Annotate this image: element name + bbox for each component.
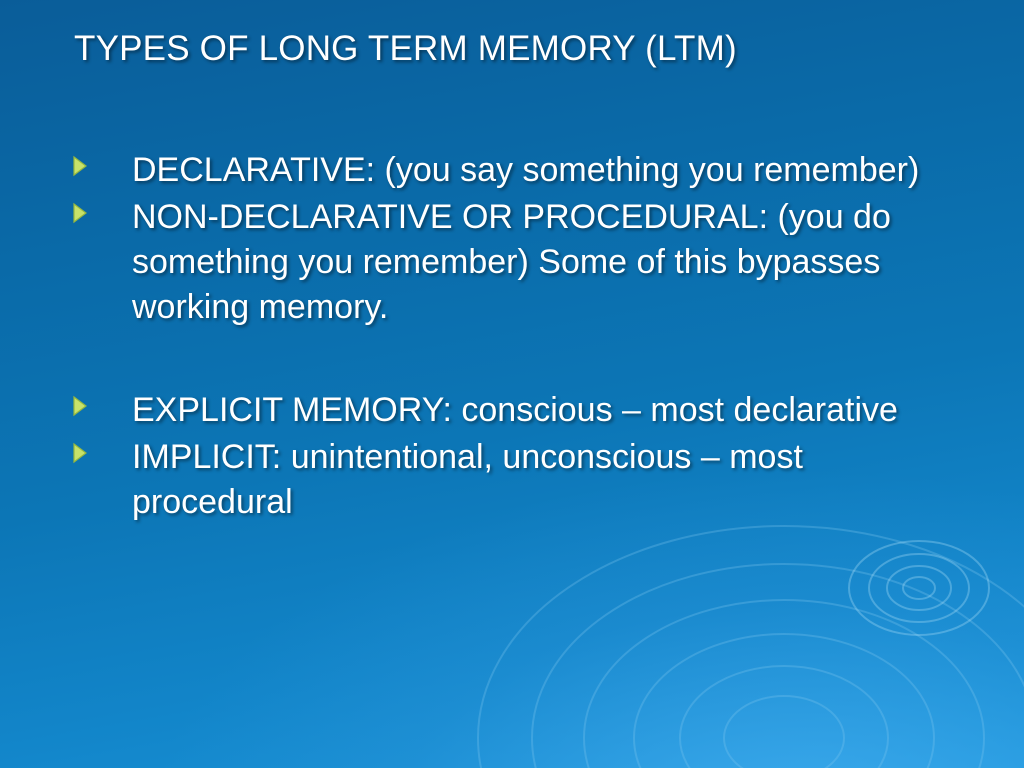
chevron-right-bullet-icon <box>62 195 132 224</box>
chevron-right-bullet-icon <box>62 148 132 177</box>
list-item-text: NON-DECLARATIVE OR PROCEDURAL: (you do something you remember) Some of this bypasses working memory. <box>132 198 891 326</box>
chevron-right-bullet-icon <box>62 388 132 417</box>
chevron-right-bullet-icon <box>62 435 132 464</box>
list-item-text: DECLARATIVE: (you say something you remember) <box>132 151 920 189</box>
list-item-text: EXPLICIT MEMORY: conscious – most declarative <box>132 391 898 429</box>
list-item <box>62 195 982 330</box>
list-item <box>62 388 982 433</box>
slide-bullet-list <box>62 148 982 527</box>
decorative-ripple-rings-small <box>824 528 1004 648</box>
list-item <box>62 435 982 525</box>
list-item-text: IMPLICIT: unintentional, unconscious – most procedural <box>132 438 803 521</box>
slide-title: TYPES OF LONG TERM MEMORY (LTM) <box>74 29 737 68</box>
list-item <box>62 148 982 193</box>
